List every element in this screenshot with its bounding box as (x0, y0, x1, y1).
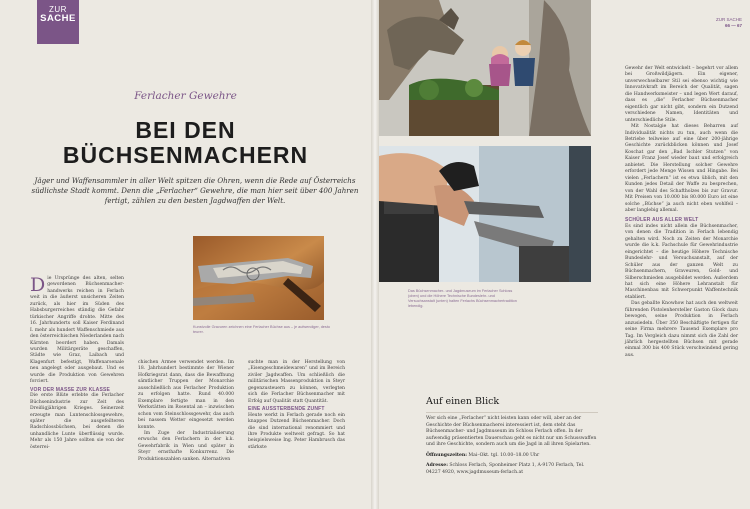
drop-cap: D (30, 274, 46, 296)
paragraph: Im Zuge der Industrialisierung erwuchs den Ferlachern in der k.k. Gewehrfabrik in Wien und später in Steyr ernsthafte Konkurrenz. Die Produktionszahlen sanken. Alternativen (138, 430, 234, 462)
paragraph: Mit Nostalgie hat dieses Beharren auf Individualität nichts zu tun, auch wenn die Betriebe teilweise auf eine über 200-jährige Geschichte zurückblicken können und Josef Koschat gar den „Bad Ischler Stutzen“ von Kaiser Franz Josef wieder baut und erfolgreich anbietet. Die Herstellung solcher Gewehre erfordert jede Menge Wissen und Hingabe. Bei vielen „Ferlachern“ ist es etwa üblich, mit den Kunden jedes Detail der Waffe zu besprechen, von der Wahl des Schaftholzes bis zur Gravur. Mit Preisen von 10.000 bis 80.000 Euro ist eine solche „Büchse“ ja auch nicht eben wohlfeil – aber langlebig allemal. (625, 124, 738, 213)
paragraph-text: ie Ursprünge des alten, selten gewordenen Büchsenmacher-handwerks reichen in Ferlach weit in die äußerst unsicheren Zeiten zurück, als hier im Süden des Habsburgerreiches ständig die Gefahr türkischer Angriffe drohte. Mitte des 16. Jahrhunderts soll Kaiser Ferdinand I. mehr als hundert Waffenschmiede aus den österreichischen Niederlanden nach Kärnten beordert haben. Damals wurden Militärgeräte geschaffen, Städte wie Graz, Laibach und Klagenfurt befestigt, Waffenarsenale neu angelegt oder ausgebaut. Und es wurde die Produktion von Gewehren forciert. (30, 276, 124, 385)
kicker: Ferlacher Gewehre (134, 90, 237, 102)
article-column-2 (138, 360, 234, 463)
subheading: VOR DER MASSE ZUR KLASSE (30, 386, 111, 393)
workshop-photo (379, 146, 591, 282)
hours-value: Mai–Okt. tgl. 10.00–18.00 Uhr (468, 452, 540, 458)
paragraph: chischen Armee verwendet werden. Im 18. Jahrhundert bestimmte der Wiener Hofkriegsrat dann, dass die Bewaffnung sämtlicher Truppen der Monarchie ausschließlich aus Ferlacher Produktion zu erfolgen hatte. Rund 40.000 Exemplare fertigte man in den Werkstätten im Rosental an – inzwischen schon vom Steinschlossgewehr, das auch bei nassem Wetter eingesetzt werden konnte. (138, 360, 234, 430)
section-label: ZUR SACHE (715, 17, 742, 22)
headline-line2: BÜCHSENMACHERN (62, 142, 309, 168)
paragraph: Das geballte Knowhow hat auch den weltweit führenden Pistolenhersteller Gaston Glock dazu bewogen, seine Produktion in Ferlach anzusiedeln. Über 350 Beschäftigte fertigen für seine Firma mehrere Tausend Exemplare pro Tag. Im Vergleich dazu nimmt sich die Zahl der jährlich hergestellten Büchsen mit gerade einmal 300 bis 400 Stück verschwindend gering aus. (625, 301, 738, 358)
info-box-hours (426, 453, 598, 460)
section-tab (37, 0, 79, 44)
section-tab-line1: ZUR (49, 5, 67, 14)
info-box-title: Auf einen Blick (426, 396, 500, 407)
gun-engraving-photo (193, 236, 324, 320)
paragraph: suchte man in der Herstellung von „Eisengeschmeidewaren“ und im Bereich ziviler Jagdwaffen. Um schließlich die militärischen Massenproduktion in Steyr gegenzusteuern zu können, verlegten sich die Ferlacher Büchsenmacher mit Erfolg auf Qualität statt Quantität. (248, 360, 345, 404)
gun-photo-caption: Kunstvolle Gravuren zeichnen eine Ferlacher Büchse aus – je aufwendiger, desto teurer. (193, 325, 330, 334)
address-label: Adresse: (426, 463, 448, 468)
paragraph: Gewehr der Welt entwickelt – begehrt vor allem bei Großwildjägern. Ein eigener, unverwechselbarer Stil sei ebenso wichtig wie Innovativkraft im Bereich der Qualität, sagen die Handwerksmeister – und legen Wert darauf, dass es „die“ Ferlacher Büchsenmacher eigentlich gar nicht gibt, sondern ein Dutzend verschiedene Namen, Identitäten und unterschiedliche Stile. (625, 66, 738, 123)
info-box-address (426, 463, 598, 476)
address-value: Schloss Ferlach, Sponheimer Platz 1, A-9170 Ferlach, Tel. 04227 4920, www.jagdmuseum-ferlach.at (426, 463, 585, 475)
article-column-3 (248, 360, 345, 451)
headline-line1: BEI DEN (135, 117, 236, 143)
museum-photo-caption: Das Büchsenmacher- und Jagdmuseum im Ferlacher Schloss (oben) und die Höhere Technische Bundeslehr- und Versuchsanstalt (unten) halten Ferlachs Büchsenmachertradition lebendig. (408, 289, 517, 308)
spine (371, 0, 379, 509)
museum-photo (379, 0, 591, 136)
subheading: EINE AUSSTERBENDE ZUNFT (248, 406, 325, 413)
info-box (426, 396, 598, 476)
right-article-column (625, 66, 738, 359)
subheading: SCHÜLER AUS ALLER WELT (625, 217, 699, 224)
paragraph: Heute werkt in Ferlach gerade noch ein knappes Dutzend Büchsenmacher. Doch die sind international renommiert und ihre Produkte weltweit gefragt. So hat beispielsweise Ing. Peter Hambrusch das stärkste (248, 412, 345, 450)
info-box-divider (426, 412, 598, 413)
paragraph: Die erste Blüte erlebte die Ferlacher Büchsenindustrie zur Zeit des Dreißigjährigen Krieges. Seinerzeit erzeugte man Luntenschlossgewehre, später die ausgefeilteren Radschlossbüchsen, bei denen die unhandliche Lunte überflüssig wurde. Mehr als 150 Jahre sollten sie von der österrei- (30, 393, 124, 450)
info-box-text: Wer sich eine „Ferlacher“ nicht leisten kann oder will, aber an der Geschichte der Büchsenmacherei interessiert ist, dem steht das Büchsenmacher- und Jagdmuseum im Schloss Ferlach offen. In der aufwendig präsentierten Dauerschau geht es nicht nur um Schusswaffen und ihre Geschichte, sondern auch um die Jagd in all ihren Spielarten. (426, 416, 597, 447)
article-column-1 (30, 276, 124, 451)
page-numbers: 66 — 67 (724, 23, 742, 28)
section-tab-line2: SACHE (40, 13, 76, 25)
paragraph: Es sind indes nicht allein die Büchsenmacher, von denen die Tradition in Ferlach lebendig gehalten wird. Noch zu Zeiten der Monarchie wurde die k.k. Fachschule für Gewehrindustrie eingerichtet – die heutige Höhere Technische Bundeslehr- und Versuchsanstalt, auf der Schüler aus der ganzen Welt zu Büchsenmachern, Graveuren, Gold- und Silberschmieden ausgebildet werden. Außerdem hat sich eine Höhere Lehranstalt für Maschinenbau mit Schwerpunkt Waffentechnik etabliert. (625, 223, 738, 300)
lead-paragraph: Jäger und Waffensammler in aller Welt spitzen die Ohren, wenn die Rede auf Österreichs südlichste Stadt kommt. Denn die „Ferlacher“ Gewehre, die man hier seit über 400 Jahren fertigt, zählen zu den besten Jagdwaffen der Welt. (31, 176, 359, 205)
paragraph (30, 276, 124, 386)
right-page-header (716, 17, 742, 29)
hours-label: Öffnungszeiten: (426, 452, 467, 458)
